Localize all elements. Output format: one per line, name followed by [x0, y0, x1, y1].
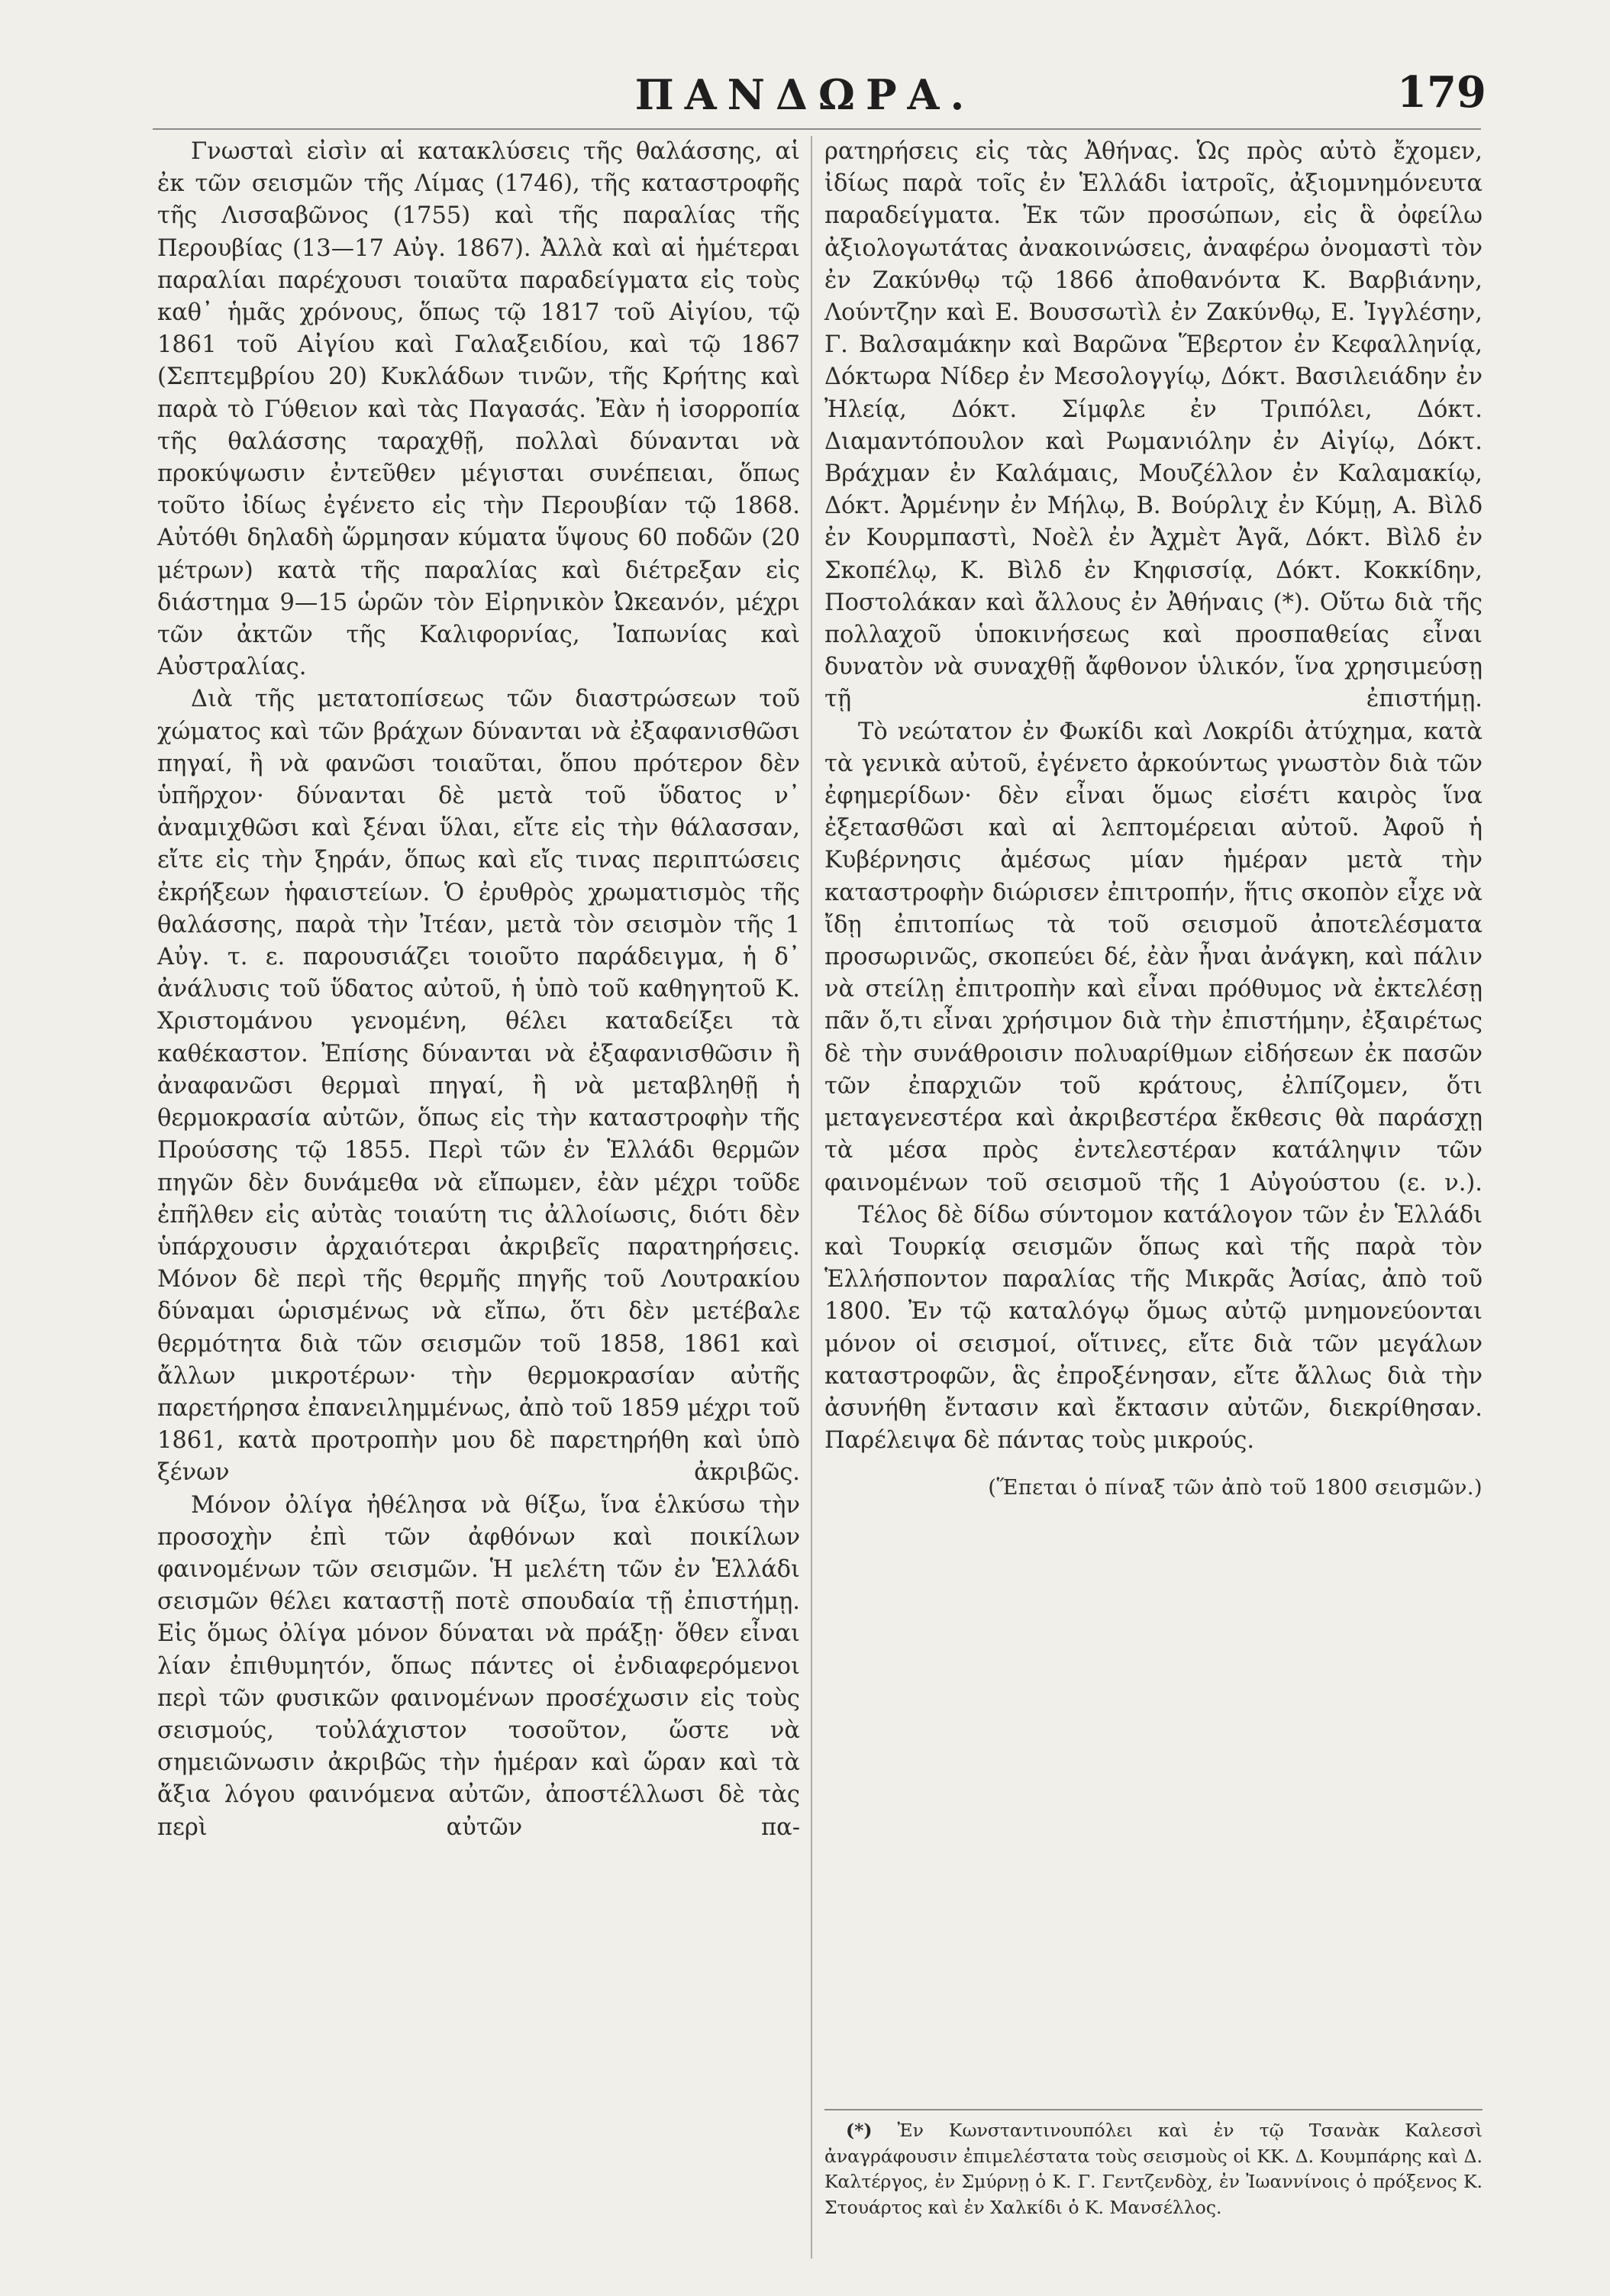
right-column	[824, 136, 1483, 1505]
paragraph: Μόνον ὀλίγα ἠθέλησα νὰ θίξω, ἵνα ἑλκύσω τὴν προσοχὴν ἐπὶ τῶν ἀφθόνων καὶ ποικίλων φαινομένων τῶν σεισμῶν. Ἡ μελέτη τῶν ἐν Ἑλλάδι σεισμῶν θέλει καταστῇ ποτὲ σπουδαία τῇ ἐπιστήμῃ. Εἰς ὅμως ὀλίγα μόνον δύναται νὰ πράξῃ· ὅθεν εἶναι λίαν ἐπιθυμητόν, ὅπως πάντες οἱ ἐνδιαφερόμενοι περὶ τῶν φυσικῶν φαινομένων προσέχωσιν εἰς τοὺς σεισμούς, τοὐλάχιστον τοσοῦτον, ὥστε νὰ σημειῶνωσιν ἀκριβῶς τὴν ἡμέραν καὶ ὥραν καὶ τὰ ἄξια λόγου φαινόμενα αὐτῶν, ἀποστέλλωσι δὲ τὰς περὶ αὐτῶν πα-	[157, 1491, 800, 1841]
footnote-rule	[824, 2109, 1483, 2110]
paragraph: Γνωσταὶ εἰσὶν αἱ κατακλύσεις τῆς θαλάσσης, αἱ ἐκ τῶν σεισμῶν τῆς Λίμας (1746), τῆς καταστροφῆς τῆς Λισσαβῶνος (1755) καὶ τῆς παραλίας τῆς Περουβίας (13—17 Αὐγ. 1867). Ἀλλὰ καὶ αἱ ἡμέτεραι παραλίαι παρέχουσι τοιαῦτα παραδείγματα εἰς τοὺς καθ᾽ ἡμᾶς χρόνους, ὅπως τῷ 1817 τοῦ Αἰγίου, τῷ 1861 τοῦ Αἰγίου καὶ Γαλαξειδίου, καὶ τῷ 1867 (Σεπτεμβρίου 20) Κυκλάδων τινῶν, τῆς Κρήτης καὶ παρὰ τὸ Γύθειον καὶ τὰς Παγασάς. Ἐὰν ἡ ἰσορροπία τῆς θαλάσσης ταραχθῇ, πολλαὶ δύνανται νὰ προκύψωσιν ἐντεῦθεν μέγισται συνέπειαι, ὅπως τοῦτο ἰδίως ἐγένετο εἰς τὴν Περουβίαν τῷ 1868. Αὐτόθι δηλαδὴ ὥρμησαν κύματα ὕψους 60 ποδῶν (20 μέτρων) κατὰ τῆς παραλίας καὶ διέτρεξαν εἰς διάστημα 9—15 ὡρῶν τὸν Εἰρηνικὸν Ὠκεανόν, μέχρι τῶν ἀκτῶν τῆς Καλιφορνίας, Ἰαπωνίας καὶ Αὐστραλίας.	[157, 138, 800, 681]
footnote-text: Ἐν Κωνσταντινουπόλει καὶ ἐν τῷ Τσανὰκ Καλεσσὶ ἀναγράφουσιν ἐπιμελέστατα τοὺς σεισμοὺς οἱ ΚΚ. Δ. Κουμπάρης καὶ Δ. Καλτέργος, ἐν Σμύρνῃ ὁ Κ. Γ. Γεντζενδὸχ, ἐν Ἰωαννίνοις ὁ πρόξενος Κ. Στουάρτος καὶ ἐν Χαλκίδι ὁ Κ. Μανσέλλος.	[824, 2120, 1483, 2218]
running-header-title: ΠΑΝΔΩΡΑ.	[634, 70, 976, 119]
paragraph: Διὰ τῆς μετατοπίσεως τῶν διαστρώσεων τοῦ χώματος καὶ τῶν βράχων δύνανται νὰ ἐξαφανισθῶσι πηγαί, ἢ νὰ φανῶσι τοιαῦται, ὅπου πρότερον δὲν ὑπῆρχον· δύνανται δὲ μετὰ τοῦ ὕδατος ν᾽ ἀναμιχθῶσι καὶ ξέναι ὕλαι, εἴτε εἰς τὴν θάλασσαν, εἴτε εἰς τὴν ξηράν, ὅπως καὶ εἴς τινας περιπτώσεις ἐκρήξεων ἡφαιστείων. Ὁ ἐρυθρὸς χρωματισμὸς τῆς θαλάσσης, παρὰ τὴν Ἰτέαν, μετὰ τὸν σεισμὸν τῆς 1 Αὐγ. τ. ε. παρουσιάζει τοιοῦτο παράδειγμα, ἡ δ᾽ ἀνάλυσις τοῦ ὕδατος αὐτοῦ, ἡ ὑπὸ τοῦ καθηγητοῦ Κ. Χριστομάνου γενομένη, θέλει καταδείξει τὰ καθέκαστον. Ἐπίσης δύνανται νὰ ἐξαφανισθῶσιν ἢ ἀναφανῶσι θερμαὶ πηγαί, ἢ νὰ μεταβληθῇ ἡ θερμοκρασία αὐτῶν, ὅπως εἰς τὴν καταστροφὴν τῆς Προύσσης τῷ 1855. Περὶ τῶν ἐν Ἑλλάδι θερμῶν πηγῶν δὲν δυνάμεθα νὰ εἴπωμεν, ἐὰν μέχρι τοῦδε ἐπῆλθεν εἰς αὐτὰς τοιαύτη τις ἀλλοίωσις, διότι δὲν ὑπάρχουσιν ἀρχαιότεραι ἀκριβεῖς παρατηρήσεις. Μόνον δὲ περὶ τῆς θερμῆς πηγῆς τοῦ Λουτρακίου δύναμαι ὡρισμένως νὰ εἴπω, ὅτι δὲν μετέβαλε θερμότητα διὰ τῶν σεισμῶν τοῦ 1858, 1861 καὶ ἄλλων μικροτέρων· τὴν θερμοκρασίαν αὐτῆς παρετήρησα ἐπανειλημμένως, ἀπὸ τοῦ 1859 μέχρι τοῦ 1861, κατὰ προτροπὴν μου δὲ παρετηρήθη καὶ ὑπὸ ξένων ἀκριβῶς.	[157, 686, 800, 1487]
paragraph: Τέλος δὲ δίδω σύντομον κατάλογον τῶν ἐν Ἑλλάδι καὶ Τουρκίᾳ σεισμῶν ὅπως καὶ τῆς παρὰ τὸν Ἑλλήσποντον παραλίας τῆς Μικρᾶς Ἀσίας, ἀπὸ τοῦ 1800. Ἐν τῷ καταλόγῳ ὅμως αὐτῷ μνημονεύονται μόνον οἱ σεισμοί, οἵτινες, εἴτε διὰ τῶν μεγάλων καταστροφῶν, ἃς ἐπροξένησαν, εἴτε ἄλλως διὰ τὴν ἀσυνήθη ἔντασιν καὶ ἔκτασιν αὐτῶν, διεκρίθησαν. Παρέλειψα δὲ πάντας τοὺς μικρούς.	[824, 1201, 1483, 1455]
header-rule	[153, 128, 1481, 130]
continuation-note: (Ἕπεται ὁ πίναξ τῶν ἀπὸ τοῦ 1800 σεισμῶν.)	[988, 1476, 1483, 1500]
page-number: 179	[1397, 67, 1486, 118]
footnote-marker: (*)	[846, 2120, 873, 2141]
left-column	[157, 136, 800, 1844]
column-divider	[811, 136, 812, 2259]
footnote	[824, 2118, 1483, 2220]
paragraph: Τὸ νεώτατον ἐν Φωκίδι καὶ Λοκρίδι ἀτύχημα, κατὰ τὰ γενικὰ αὐτοῦ, ἐγένετο ἀρκούντως γνωστὸν διὰ τῶν ἐφημερίδων· δὲν εἶναι ὅμως εἰσέτι καιρὸς ἵνα ἐξετασθῶσι καὶ αἱ λεπτομέρειαι αὐτοῦ. Ἀφοῦ ἡ Κυβέρνησις ἀμέσως μίαν ἡμέραν μετὰ τὴν καταστροφὴν διώρισεν ἐπιτροπήν, ἥτις σκοπὸν εἶχε νὰ ἴδῃ ἐπιτοπίως τὰ τοῦ σεισμοῦ ἀποτελέσματα προσωρινῶς, σκοπεύει δέ, ἐὰν ἦναι ἀνάγκη, καὶ πάλιν νὰ στείλῃ ἐπιτροπὴν καὶ εἶναι πρόθυμος νὰ ἐκτελέσῃ πᾶν ὅ,τι εἶναι χρήσιμον διὰ τὴν ἐπιστήμην, ἐξαιρέτως δὲ τὴν συνάθροισιν πολυαρίθμων εἰδήσεων ἐκ πασῶν τῶν ἐπαρχιῶν τοῦ κράτους, ἐλπίζομεν, ὅτι μεταγενεστέρα καὶ ἀκριβεστέρα ἔκθεσις θὰ παράσχῃ τὰ μέσα πρὸς ἐντελεστέραν κατάληψιν τῶν φαινομένων τοῦ σεισμοῦ τῆς 1 Αὐγούστου (ε. ν.).	[824, 718, 1483, 1196]
paragraph: ρατηρήσεις εἰς τὰς Ἀθήνας. Ὡς πρὸς αὐτὸ ἔχομεν, ἰδίως παρὰ τοῖς ἐν Ἑλλάδι ἰατροῖς, ἀξιομνημόνευτα παραδείγματα. Ἐκ τῶν προσώπων, εἰς ἃ ὀφείλω ἀξιολογωτάτας ἀνακοινώσεις, ἀναφέρω ὀνομαστὶ τὸν ἐν Ζακύνθῳ τῷ 1866 ἀποθανόντα Κ. Βαρβιάνην, Λούντζην καὶ Ε. Βουσσωτὶλ ἐν Ζακύνθῳ, Ε. Ἰγγλέσην, Γ. Βαλσαμάκην καὶ Βαρῶνα Ἕβερτον ἐν Κεφαλληνίᾳ, Δόκτωρα Νίδερ ἐν Μεσολογγίῳ, Δόκτ. Βασιλειάδην ἐν Ἠλείᾳ, Δόκτ. Σίμφλε ἐν Τριπόλει, Δόκτ. Διαμαντόπουλον καὶ Ρωμανιόλην ἐν Αἰγίῳ, Δόκτ. Βράχμαν ἐν Καλάμαις, Μουζέλλον ἐν Καλαμακίῳ, Δόκτ. Ἀρμένην ἐν Μήλῳ, Β. Βούρλιχ ἐν Κύμῃ, Α. Βὶλδ ἐν Κουρμπαστὶ, Νοὲλ ἐν Ἀχμὲτ Ἀγᾶ, Δόκτ. Βὶλδ ἐν Σκοπέλῳ, Κ. Βὶλδ ἐν Κηφισσίᾳ, Δόκτ. Κοκκίδην, Ποστολάκαν καὶ ἄλλους ἐν Ἀθήναις (*). Οὕτω διὰ τῆς πολλαχοῦ ὑποκινήσεως καὶ προσπαθείας εἶναι δυνατὸν νὰ συναχθῇ ἄφθονον ὑλικόν, ἵνα χρησιμεύσῃ τῇ ἐπιστήμῃ.	[824, 138, 1483, 713]
